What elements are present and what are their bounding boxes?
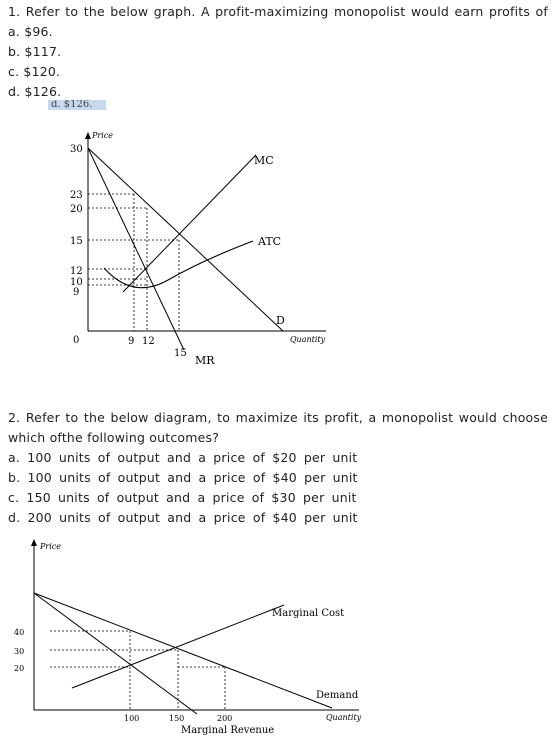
price-tick-20: 20: [70, 204, 83, 215]
price-axis-label-2: Price: [40, 542, 61, 551]
price-tick-12: 12: [70, 266, 83, 277]
quantity-tick-12: 12: [142, 336, 155, 347]
question-2: [8, 408, 548, 528]
price-tick-10: 10: [70, 277, 83, 288]
question-1-option-a: a. $96.: [8, 24, 53, 39]
mr-label: MR: [195, 354, 215, 367]
quantity-tick-100: 100: [124, 714, 140, 723]
price-tick-30: 30: [70, 144, 83, 155]
question-2-prompt: 2. Refer to the below diagram, to maximize its profit, a monopolist would choose: [8, 410, 548, 425]
question-2-option-d: d. 200 units of output and a price of $40 per unit: [8, 510, 358, 525]
origin-tick: 0: [73, 335, 80, 346]
marginal-revenue-label: Marginal Revenue: [181, 725, 275, 736]
question-2-prompt-cont: which ofthe following outcomes?: [8, 430, 220, 445]
demand-curve: [88, 148, 283, 331]
question-2-option-a: a. 100 units of output and a price of $20 per unit: [8, 450, 358, 465]
marginal-cost-label: Marginal Cost: [272, 608, 345, 619]
graph-2: [14, 536, 374, 748]
quantity-axis-label: Quantity: [290, 335, 326, 344]
price-tick-40: 40: [14, 628, 25, 637]
quantity-axis-label-2: Quantity: [326, 713, 362, 722]
question-1-option-b: b. $117.: [8, 44, 62, 59]
question-2-option-c: c. 150 units of output and a price of $30 per unit: [8, 490, 357, 505]
price-axis-2-arrow-icon: [31, 539, 37, 546]
mr-curve: [88, 148, 184, 350]
quantity-tick-200: 200: [217, 714, 233, 723]
quantity-tick-15: 15: [174, 348, 187, 359]
price-axis-label: Price: [92, 131, 113, 140]
price-tick-20: 20: [14, 664, 25, 673]
mc-curve: [123, 155, 256, 292]
question-2-option-b: b. 100 units of output and a price of $40 per unit: [8, 470, 358, 485]
quantity-tick-150: 150: [169, 714, 185, 723]
price-tick-30: 30: [14, 647, 25, 656]
question-1-option-c: c. $120.: [8, 64, 61, 79]
price-axis-arrow-icon: [85, 132, 91, 139]
mc-label: MC: [254, 154, 274, 167]
demand-label: D: [276, 314, 285, 327]
atc-curve: [104, 241, 253, 288]
graph-1: [48, 100, 348, 375]
question-1-prompt: 1. Refer to the below graph. A profit-maximizing monopolist would earn profits of: [8, 4, 548, 19]
price-tick-9: 9: [73, 287, 80, 298]
marginal-revenue-curve: [34, 593, 197, 714]
price-tick-15: 15: [70, 236, 83, 247]
question-1: [8, 2, 548, 102]
quantity-tick-9: 9: [128, 336, 135, 347]
atc-label: ATC: [258, 235, 282, 248]
residual-text: d. $126.: [51, 100, 93, 110]
price-tick-23: 23: [70, 190, 83, 201]
graph-2-guides: [50, 631, 225, 710]
question-1-option-d: d. $126.: [8, 84, 62, 99]
demand-label-2: Demand: [316, 690, 359, 701]
